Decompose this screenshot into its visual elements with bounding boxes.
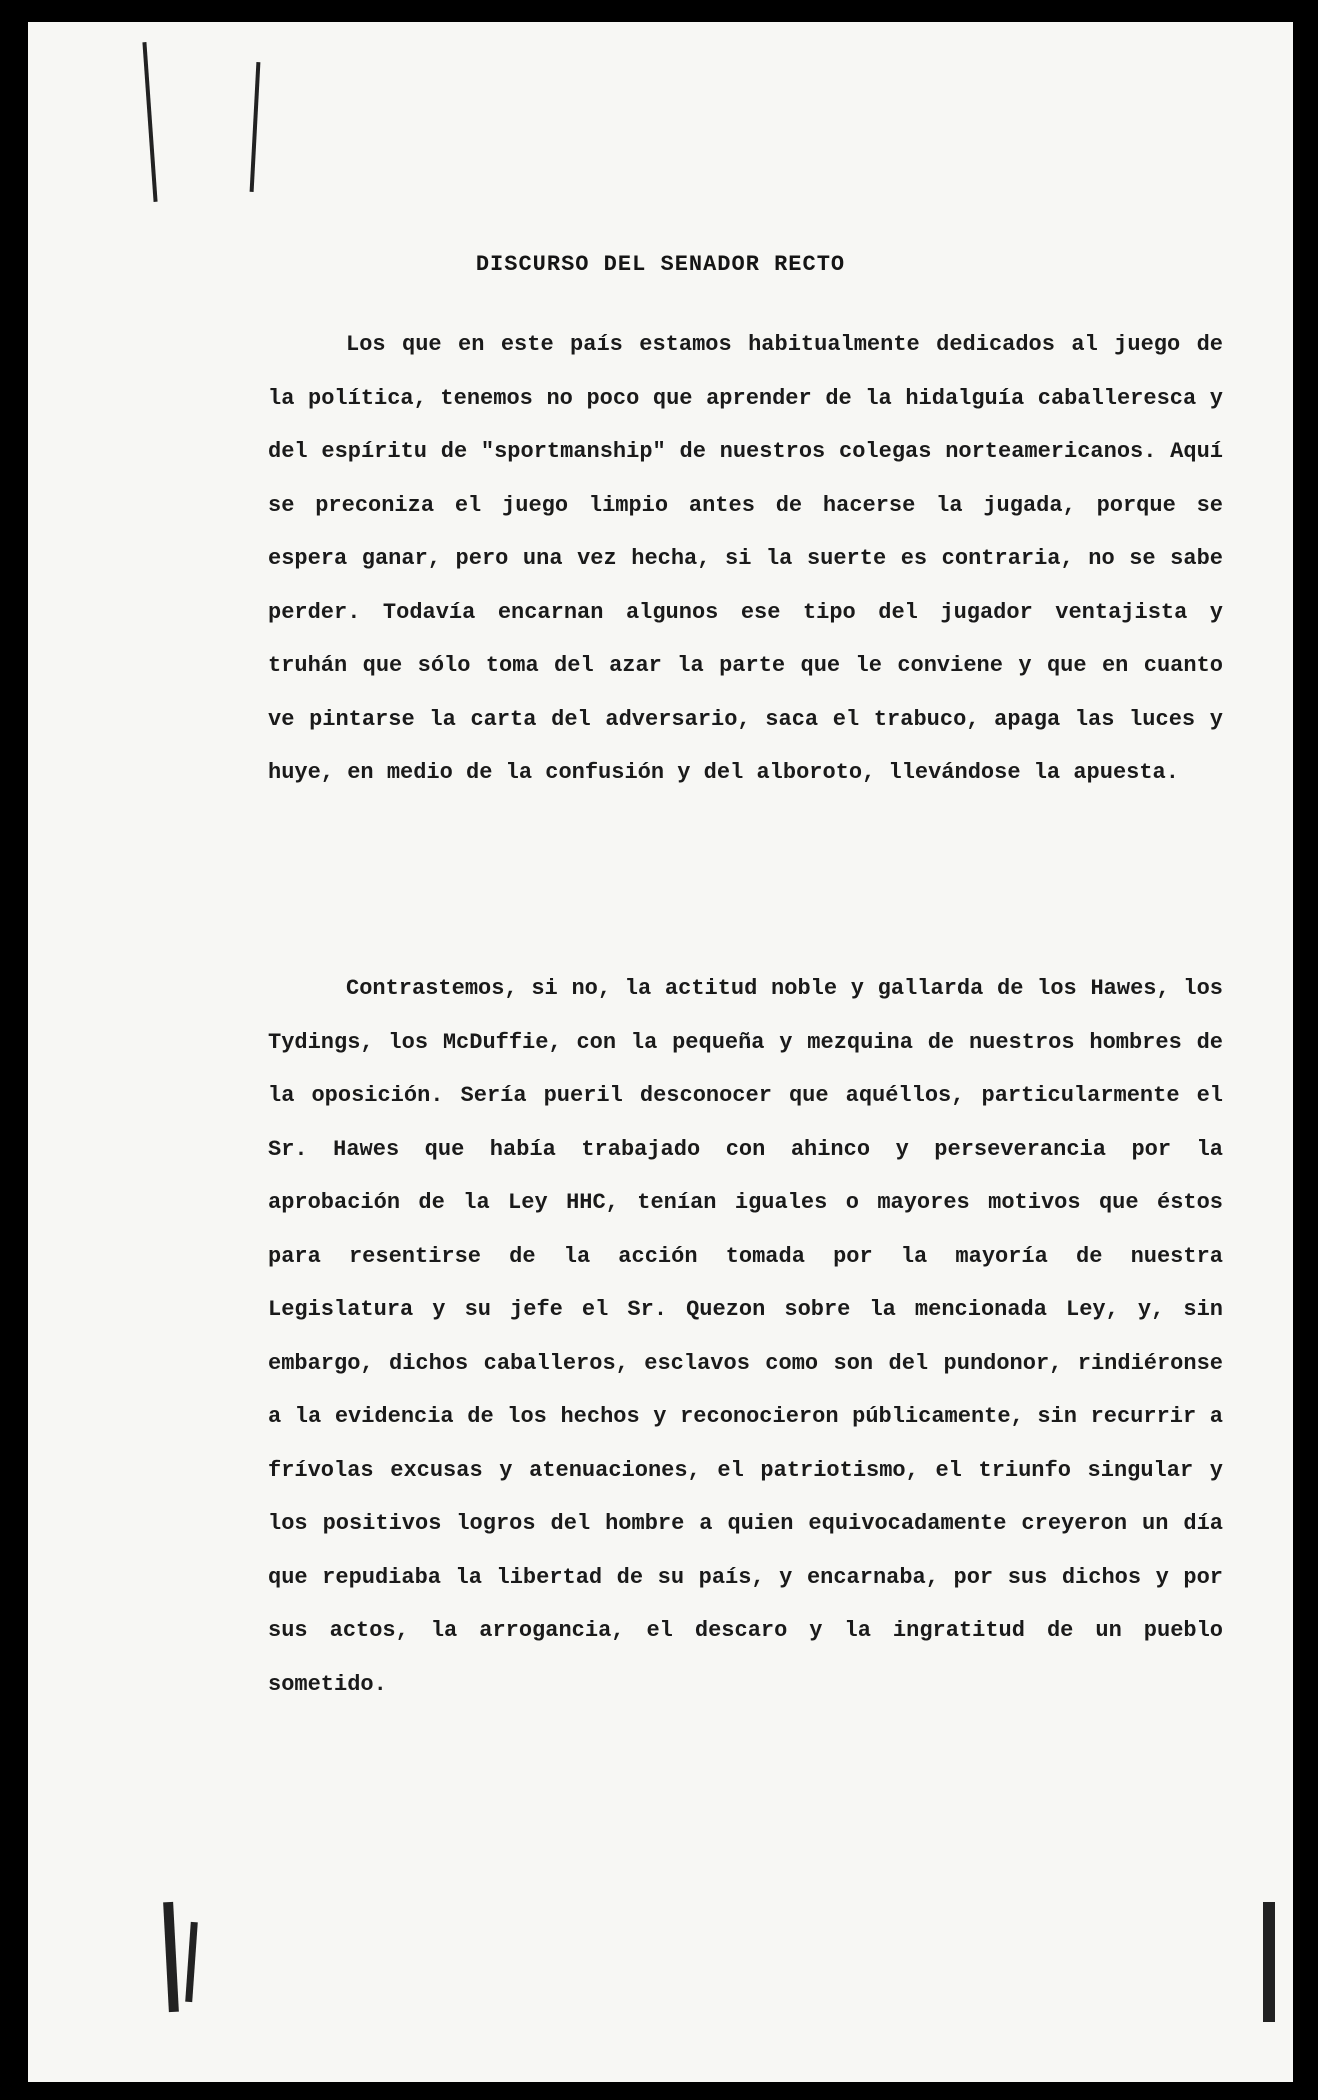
scan-mark-right-bottom [1263, 1902, 1275, 2022]
document-page [28, 22, 1293, 2082]
scan-mark-left-top-2 [250, 62, 261, 192]
scan-mark-left-bottom-2 [185, 1922, 198, 2002]
document-title: DISCURSO DEL SENADOR RECTO [475, 252, 846, 277]
scan-mark-left-top [142, 42, 157, 202]
scan-mark-left-bottom [163, 1902, 179, 2012]
paragraph-2: Contrastemos, si no, la actitud noble y gallarda de los Hawes, los Tydings, los McDuffie, con la pequeña y mezquina de nuestros hombres de la oposición. Sería pueril desconocer que aquéllos, particularmente el Sr. Hawes que había trabajado con ahinco y perseverancia por la aprobación de la Ley HHC, tenían iguales o mayores motivos que éstos para resentirse de la acción tomada por la mayoría de nuestra Legislatura y su jefe el Sr. Quezon sobre la mencionada Ley, y, sin embargo, dichos caballeros, esclavos como son del pundonor, rindiéronse a la evidencia de los hechos y reconocieron públicamente, sin recurrir a frívolas excusas y atenuaciones, el patriotismo, el triunfo singular y los positivos logros del hombre a quien equivocadamente creyeron un día que repudiaba la libertad de su país, y encarnaba, por sus dichos y por sus actos, la arrogancia, el descaro y la ingratitud de un pueblo sometido. [268, 976, 1223, 1697]
paragraph-1: Los que en este país estamos habitualmente dedicados al juego de la política, tenemos no poco que aprender de la hidalguía caballeresca y del espíritu de "sportmanship" de nuestros colegas norteamericanos. Aquí se preconiza el juego limpio antes de hacerse la jugada, porque se espera ganar, pero una vez hecha, si la suerte es contraria, no se sabe perder. Todavía encarnan algunos ese tipo del jugador ventajista y truhán que sólo toma del azar la parte que le conviene y que en cuanto ve pintarse la carta del adversario, saca el trabuco, apaga las luces y huye, en medio de la confusión y del alboroto, llevándose la apuesta. [268, 332, 1223, 785]
